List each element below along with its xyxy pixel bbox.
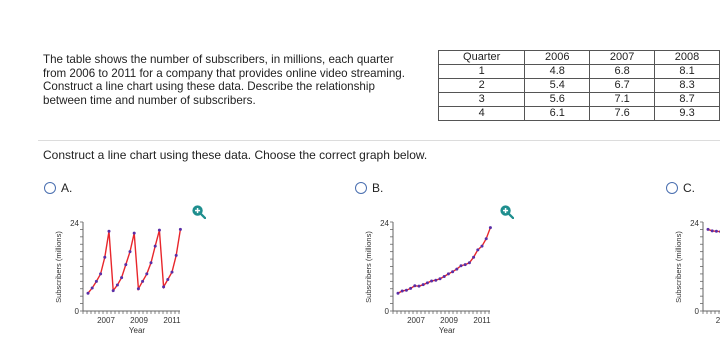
data-point <box>87 292 90 295</box>
chart-option-c[interactable] <box>670 212 720 342</box>
series-line <box>708 229 720 231</box>
subscriber-table <box>438 50 720 121</box>
y-max-label: 24 <box>380 219 389 228</box>
data-point <box>137 287 140 290</box>
data-point <box>154 245 157 248</box>
table-header-cell: 2008 <box>655 51 720 65</box>
radio-button-a[interactable] <box>44 182 56 194</box>
data-point <box>133 232 136 235</box>
data-point <box>434 279 437 282</box>
data-point <box>443 275 446 278</box>
x-tick-label: 2011 <box>163 316 181 325</box>
series <box>397 226 492 295</box>
table-cell: 8.7 <box>655 93 720 107</box>
option-b[interactable] <box>355 181 383 195</box>
table-cell: 7.6 <box>590 107 655 121</box>
data-point <box>405 289 408 292</box>
data-point <box>707 228 710 231</box>
table-cell: 6.7 <box>590 79 655 93</box>
data-point <box>460 264 463 267</box>
y-max-label: 24 <box>70 219 79 228</box>
data-point <box>179 228 182 231</box>
table-row <box>439 93 720 107</box>
table-cell: 5.6 <box>525 93 590 107</box>
data-point <box>99 272 102 275</box>
option-a[interactable] <box>44 181 72 195</box>
question-text <box>43 53 438 107</box>
table-cell: 1 <box>439 65 525 79</box>
table-row <box>439 65 720 79</box>
data-point <box>447 272 450 275</box>
table-cell: 8.1 <box>655 65 720 79</box>
x-axis-title: Year <box>438 326 456 335</box>
option-c[interactable] <box>666 181 695 195</box>
option-label: B. <box>372 181 384 195</box>
x-tick-label: 2009 <box>440 316 458 325</box>
y-axis-title: Subscribers (millions) <box>364 231 373 303</box>
option-label: A. <box>61 181 73 195</box>
chart-option-b[interactable] <box>360 212 510 342</box>
table-cell: 6.8 <box>590 65 655 79</box>
data-point <box>103 256 106 259</box>
x-axis-title: Year <box>128 326 146 335</box>
question-line: between time and number of subscribers. <box>43 93 256 107</box>
data-point <box>95 280 98 283</box>
data-point <box>468 261 471 264</box>
table-cell: 6.1 <box>525 107 590 121</box>
table-header-cell: 2006 <box>525 51 590 65</box>
x-tick-label: 2011 <box>473 316 491 325</box>
data-point <box>489 226 492 229</box>
option-label: C. <box>683 181 695 195</box>
question-line: from 2006 to 2011 for a company that provides online video streaming. <box>43 66 405 80</box>
table-cell: 5.4 <box>525 79 590 93</box>
data-point <box>158 229 161 232</box>
data-point <box>150 261 153 264</box>
question-line: Construct a line chart using these data. Describe the relationship <box>43 80 375 94</box>
y-min-label: 0 <box>384 307 389 316</box>
table-cell: 7.1 <box>590 93 655 107</box>
table-cell: 4.8 <box>525 65 590 79</box>
y-min-label: 0 <box>74 307 79 316</box>
data-point <box>401 289 404 292</box>
data-point <box>426 281 429 284</box>
table-header-cell: 2007 <box>590 51 655 65</box>
data-point <box>141 280 144 283</box>
data-point <box>171 271 174 274</box>
data-point <box>145 272 148 275</box>
data-point <box>175 254 178 257</box>
data-point <box>108 230 111 233</box>
data-point <box>455 268 458 271</box>
question-line: The table shows the number of subscribers, in millions, each quarter <box>43 53 394 66</box>
table-cell: 9.3 <box>655 107 720 121</box>
data-point <box>166 278 169 281</box>
table-cell: 2 <box>439 79 525 93</box>
table-row <box>439 107 720 121</box>
data-point <box>472 256 475 259</box>
data-point <box>397 292 400 295</box>
series-line <box>88 229 180 293</box>
y-min-label: 0 <box>694 307 699 316</box>
table-cell: 4 <box>439 107 525 121</box>
data-point <box>413 284 416 287</box>
data-point <box>485 237 488 240</box>
y-max-label: 24 <box>690 219 699 228</box>
series <box>87 228 182 295</box>
chart-option-a[interactable] <box>50 212 200 342</box>
table-cell: 3 <box>439 93 525 107</box>
data-point <box>91 287 94 290</box>
instruction-text: Construct a line chart using these data. Choose the correct graph below. <box>43 148 428 162</box>
data-point <box>162 285 165 288</box>
data-point <box>430 279 433 282</box>
x-tick-label: 2009 <box>130 316 148 325</box>
table-header-cell: Quarter <box>439 51 525 65</box>
x-tick-label: 2007 <box>407 316 425 325</box>
data-point <box>422 283 425 286</box>
data-point <box>129 250 132 253</box>
radio-button-b[interactable] <box>355 182 367 194</box>
data-point <box>481 245 484 248</box>
section-divider <box>38 140 720 141</box>
data-point <box>409 287 412 290</box>
table-header-row <box>439 51 720 65</box>
data-point <box>116 284 119 287</box>
series <box>707 228 720 233</box>
data-point <box>439 277 442 280</box>
series-line <box>398 228 490 294</box>
y-axis-title: Subscribers (millions) <box>54 231 63 303</box>
x-tick-label: 2 <box>715 316 720 325</box>
table-cell: 8.3 <box>655 79 720 93</box>
data-point <box>451 270 454 273</box>
radio-button-c[interactable] <box>666 182 678 194</box>
data-point <box>464 263 467 266</box>
data-point <box>711 229 714 232</box>
data-point <box>120 276 123 279</box>
data-point <box>715 230 718 233</box>
table-row <box>439 79 720 93</box>
data-point <box>112 289 115 292</box>
data-point <box>476 248 479 251</box>
x-tick-label: 2007 <box>97 316 115 325</box>
y-axis-title: Subscribers (millions) <box>674 231 683 303</box>
data-point <box>418 285 421 288</box>
data-point <box>124 263 127 266</box>
